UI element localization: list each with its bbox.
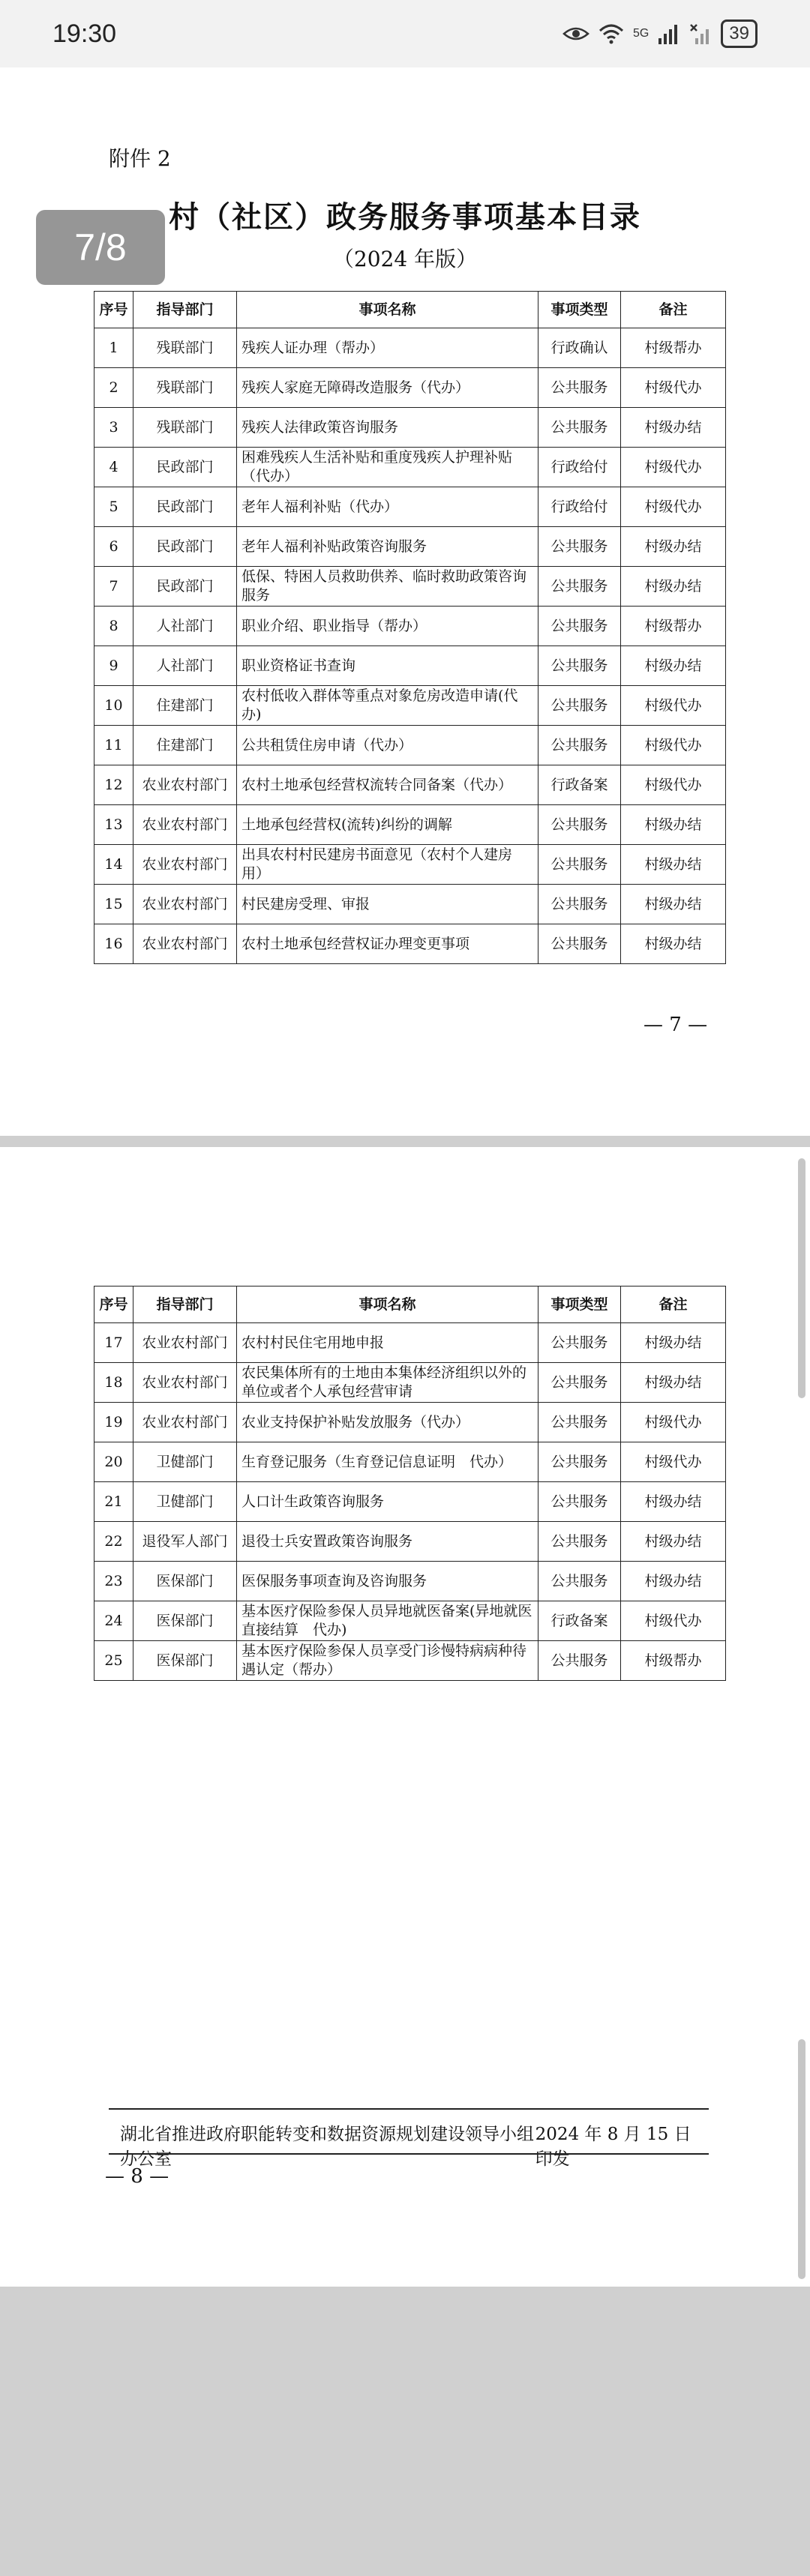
cell-department: 农业农村部门: [134, 885, 237, 924]
table-row: [94, 567, 726, 607]
cell-item-type: 公共服务: [538, 527, 621, 567]
cell-item-type: 公共服务: [538, 885, 621, 924]
cell-number: 3: [94, 408, 134, 448]
table-row: [94, 646, 726, 686]
cell-item-name: 农村低收入群体等重点对象危房改造申请(代办): [237, 686, 538, 726]
cell-number: 6: [94, 527, 134, 567]
cell-item-name: 人口计生政策咨询服务: [237, 1482, 538, 1522]
cell-number: 15: [94, 885, 134, 924]
table-row: [94, 726, 726, 765]
header-item-name: 事项名称: [237, 1287, 538, 1323]
cell-remark: 村级办结: [621, 1562, 726, 1601]
battery-icon: 39: [721, 19, 758, 48]
table-row: [94, 1562, 726, 1601]
header-department: 指导部门: [134, 292, 237, 328]
cell-item-name: 出具农村村民建房书面意见（农村个人建房用）: [237, 845, 538, 885]
cell-number: 25: [94, 1641, 134, 1681]
status-time: 19:30: [52, 19, 117, 48]
cell-remark: 村级帮办: [621, 328, 726, 368]
cell-number: 13: [94, 805, 134, 845]
cell-item-type: 行政确认: [538, 328, 621, 368]
header-number: 序号: [94, 1287, 134, 1323]
cell-remark: 村级办结: [621, 845, 726, 885]
cell-number: 8: [94, 607, 134, 646]
cell-remark: 村级办结: [621, 408, 726, 448]
cell-department: 人社部门: [134, 646, 237, 686]
cell-item-name: 农村土地承包经营权证办理变更事项: [237, 924, 538, 964]
cell-item-type: 公共服务: [538, 1522, 621, 1562]
footer-rule-top: [109, 2108, 709, 2110]
cell-number: 19: [94, 1403, 134, 1442]
cell-department: 民政部门: [134, 448, 237, 487]
table-row: [94, 1482, 726, 1522]
network-type-label: 5G: [632, 27, 650, 40]
cell-department: 农业农村部门: [134, 805, 237, 845]
page-number-8: — 8 —: [105, 2165, 170, 2188]
signal-no-service-icon: [689, 23, 712, 44]
cell-department: 退役军人部门: [134, 1522, 237, 1562]
cell-item-type: 行政备案: [538, 765, 621, 805]
cell-item-type: 公共服务: [538, 646, 621, 686]
cell-department: 农业农村部门: [134, 1403, 237, 1442]
table-row: [94, 448, 726, 487]
cell-department: 民政部门: [134, 567, 237, 607]
cell-department: 民政部门: [134, 527, 237, 567]
header-item-type: 事项类型: [538, 1287, 621, 1323]
cell-remark: 村级办结: [621, 1323, 726, 1363]
table-header-row: [94, 292, 726, 328]
cell-item-name: 困难残疾人生活补贴和重度残疾人护理补贴（代办）: [237, 448, 538, 487]
cell-department: 卫健部门: [134, 1442, 237, 1482]
table-row: [94, 1323, 726, 1363]
page-indicator-badge: 7/8: [36, 210, 165, 285]
cell-item-name: 职业介绍、职业指导（帮办）: [237, 607, 538, 646]
cell-remark: 村级办结: [621, 567, 726, 607]
cell-item-name: 医保服务事项查询及咨询服务: [237, 1562, 538, 1601]
cell-item-name: 残疾人家庭无障碍改造服务（代办）: [237, 368, 538, 408]
cell-item-type: 公共服务: [538, 1562, 621, 1601]
page-number-7: — 7 —: [644, 1014, 708, 1036]
signal-icon: [658, 23, 680, 44]
footer-date: 2024 年 8 月 15 日印发: [535, 2125, 692, 2169]
table-row: [94, 368, 726, 408]
cell-number: 12: [94, 765, 134, 805]
cell-item-type: 公共服务: [538, 1323, 621, 1363]
scrollbar-thumb-lower[interactable]: [798, 2039, 806, 2279]
eye-icon: [562, 25, 590, 43]
cell-department: 医保部门: [134, 1641, 237, 1681]
cell-item-name: 基本医疗保险参保人员异地就医备案(异地就医直接结算 代办): [237, 1601, 538, 1641]
cell-department: 农业农村部门: [134, 924, 237, 964]
table-row: [94, 686, 726, 726]
cell-item-name: 残疾人证办理（帮办）: [237, 328, 538, 368]
cell-remark: 村级办结: [621, 1522, 726, 1562]
cell-department: 民政部门: [134, 487, 237, 527]
cell-item-type: 公共服务: [538, 924, 621, 964]
cell-number: 22: [94, 1522, 134, 1562]
cell-number: 17: [94, 1323, 134, 1363]
header-item-type: 事项类型: [538, 292, 621, 328]
cell-item-type: 公共服务: [538, 408, 621, 448]
document-title: 村（社区）政务服务事项基本目录: [169, 199, 641, 235]
cell-item-type: 公共服务: [538, 1363, 621, 1403]
cell-number: 4: [94, 448, 134, 487]
cell-item-name: 农村村民住宅用地申报: [237, 1323, 538, 1363]
table-row: [94, 1442, 726, 1482]
cell-department: 卫健部门: [134, 1482, 237, 1522]
cell-remark: 村级代办: [621, 448, 726, 487]
table-row: [94, 924, 726, 964]
cell-department: 人社部门: [134, 607, 237, 646]
cell-number: 24: [94, 1601, 134, 1641]
cell-item-name: 土地承包经营权(流转)纠纷的调解: [237, 805, 538, 845]
header-remark: 备注: [621, 292, 726, 328]
cell-remark: 村级办结: [621, 1482, 726, 1522]
cell-number: 14: [94, 845, 134, 885]
cell-remark: 村级代办: [621, 368, 726, 408]
cell-department: 农业农村部门: [134, 845, 237, 885]
cell-department: 医保部门: [134, 1562, 237, 1601]
cell-item-name: 老年人福利补贴（代办）: [237, 487, 538, 527]
cell-department: 农业农村部门: [134, 1363, 237, 1403]
footer-imprint: [120, 2120, 705, 2170]
attachment-label: 附件 2: [109, 146, 171, 171]
footer-rule-bottom: [109, 2153, 709, 2155]
cell-remark: 村级办结: [621, 885, 726, 924]
cell-item-type: 行政给付: [538, 487, 621, 527]
cell-item-type: 行政给付: [538, 448, 621, 487]
table-row: [94, 1601, 726, 1641]
scrollbar-thumb-upper[interactable]: [798, 1158, 806, 1398]
wifi-icon: [598, 23, 624, 44]
cell-item-type: 公共服务: [538, 1442, 621, 1482]
cell-department: 住建部门: [134, 726, 237, 765]
cell-item-type: 公共服务: [538, 726, 621, 765]
document-page-8: [0, 1147, 810, 2287]
cell-item-type: 公共服务: [538, 1403, 621, 1442]
catalog-table-page7: [94, 291, 726, 964]
cell-department: 农业农村部门: [134, 765, 237, 805]
cell-item-type: 公共服务: [538, 805, 621, 845]
cell-number: 9: [94, 646, 134, 686]
cell-number: 18: [94, 1363, 134, 1403]
cell-item-type: 公共服务: [538, 845, 621, 885]
cell-item-name: 老年人福利补贴政策咨询服务: [237, 527, 538, 567]
table-row: [94, 1522, 726, 1562]
cell-item-type: 公共服务: [538, 1641, 621, 1681]
cell-number: 2: [94, 368, 134, 408]
page-divider: [0, 1136, 810, 1147]
cell-item-name: 生育登记服务（生育登记信息证明 代办）: [237, 1442, 538, 1482]
table-header-row: [94, 1287, 726, 1323]
table-row: [94, 885, 726, 924]
cell-item-type: 公共服务: [538, 1482, 621, 1522]
footer-issuer: 湖北省推进政府职能转变和数据资源规划建设领导小组办公室: [120, 2125, 534, 2169]
table-row: [94, 805, 726, 845]
cell-number: 21: [94, 1482, 134, 1522]
cell-number: 1: [94, 328, 134, 368]
cell-remark: 村级帮办: [621, 607, 726, 646]
cell-item-name: 农业支持保护补贴发放服务（代办）: [237, 1403, 538, 1442]
cell-department: 农业农村部门: [134, 1323, 237, 1363]
document-subtitle: （2024 年版）: [332, 247, 478, 271]
table-row: [94, 527, 726, 567]
cell-remark: 村级代办: [621, 726, 726, 765]
cell-number: 10: [94, 686, 134, 726]
cell-item-type: 公共服务: [538, 686, 621, 726]
cell-item-name: 退役士兵安置政策咨询服务: [237, 1522, 538, 1562]
cell-remark: 村级代办: [621, 1442, 726, 1482]
cell-item-name: 村民建房受理、审报: [237, 885, 538, 924]
catalog-table-page8: [94, 1286, 726, 1681]
cell-item-name: 农民集体所有的土地由本集体经济组织以外的单位或者个人承包经营审请: [237, 1363, 538, 1403]
cell-remark: 村级代办: [621, 765, 726, 805]
cell-item-name: 职业资格证书查询: [237, 646, 538, 686]
cell-remark: 村级代办: [621, 1403, 726, 1442]
header-remark: 备注: [621, 1287, 726, 1323]
status-icons: [562, 19, 758, 48]
cell-item-name: 公共租赁住房申请（代办）: [237, 726, 538, 765]
cell-item-type: 公共服务: [538, 607, 621, 646]
cell-department: 医保部门: [134, 1601, 237, 1641]
table-row: [94, 487, 726, 527]
cell-item-name: 基本医疗保险参保人员享受门诊慢特病病种待遇认定（帮办）: [237, 1641, 538, 1681]
cell-number: 5: [94, 487, 134, 527]
header-item-name: 事项名称: [237, 292, 538, 328]
cell-remark: 村级办结: [621, 646, 726, 686]
cell-remark: 村级帮办: [621, 1641, 726, 1681]
cell-remark: 村级代办: [621, 1601, 726, 1641]
cell-remark: 村级办结: [621, 1363, 726, 1403]
cell-department: 残联部门: [134, 408, 237, 448]
cell-remark: 村级代办: [621, 686, 726, 726]
table-row: [94, 328, 726, 368]
cell-remark: 村级办结: [621, 924, 726, 964]
cell-item-name: 农村土地承包经营权流转合同备案（代办）: [237, 765, 538, 805]
table-row: [94, 845, 726, 885]
cell-department: 住建部门: [134, 686, 237, 726]
cell-number: 11: [94, 726, 134, 765]
header-department: 指导部门: [134, 1287, 237, 1323]
cell-number: 16: [94, 924, 134, 964]
table-row: [94, 765, 726, 805]
table-row: [94, 1641, 726, 1681]
cell-remark: 村级办结: [621, 527, 726, 567]
cell-item-name: 残疾人法律政策咨询服务: [237, 408, 538, 448]
table-row: [94, 408, 726, 448]
cell-item-type: 行政备案: [538, 1601, 621, 1641]
cell-number: 23: [94, 1562, 134, 1601]
cell-remark: 村级代办: [621, 487, 726, 527]
cell-item-type: 公共服务: [538, 567, 621, 607]
header-number: 序号: [94, 292, 134, 328]
table-row: [94, 1363, 726, 1403]
cell-department: 残联部门: [134, 328, 237, 368]
cell-item-name: 低保、特困人员救助供养、临时救助政策咨询服务: [237, 567, 538, 607]
cell-department: 残联部门: [134, 368, 237, 408]
status-bar: [0, 0, 810, 67]
cell-number: 20: [94, 1442, 134, 1482]
table-row: [94, 1403, 726, 1442]
cell-item-type: 公共服务: [538, 368, 621, 408]
cell-number: 7: [94, 567, 134, 607]
table-row: [94, 607, 726, 646]
cell-remark: 村级办结: [621, 805, 726, 845]
